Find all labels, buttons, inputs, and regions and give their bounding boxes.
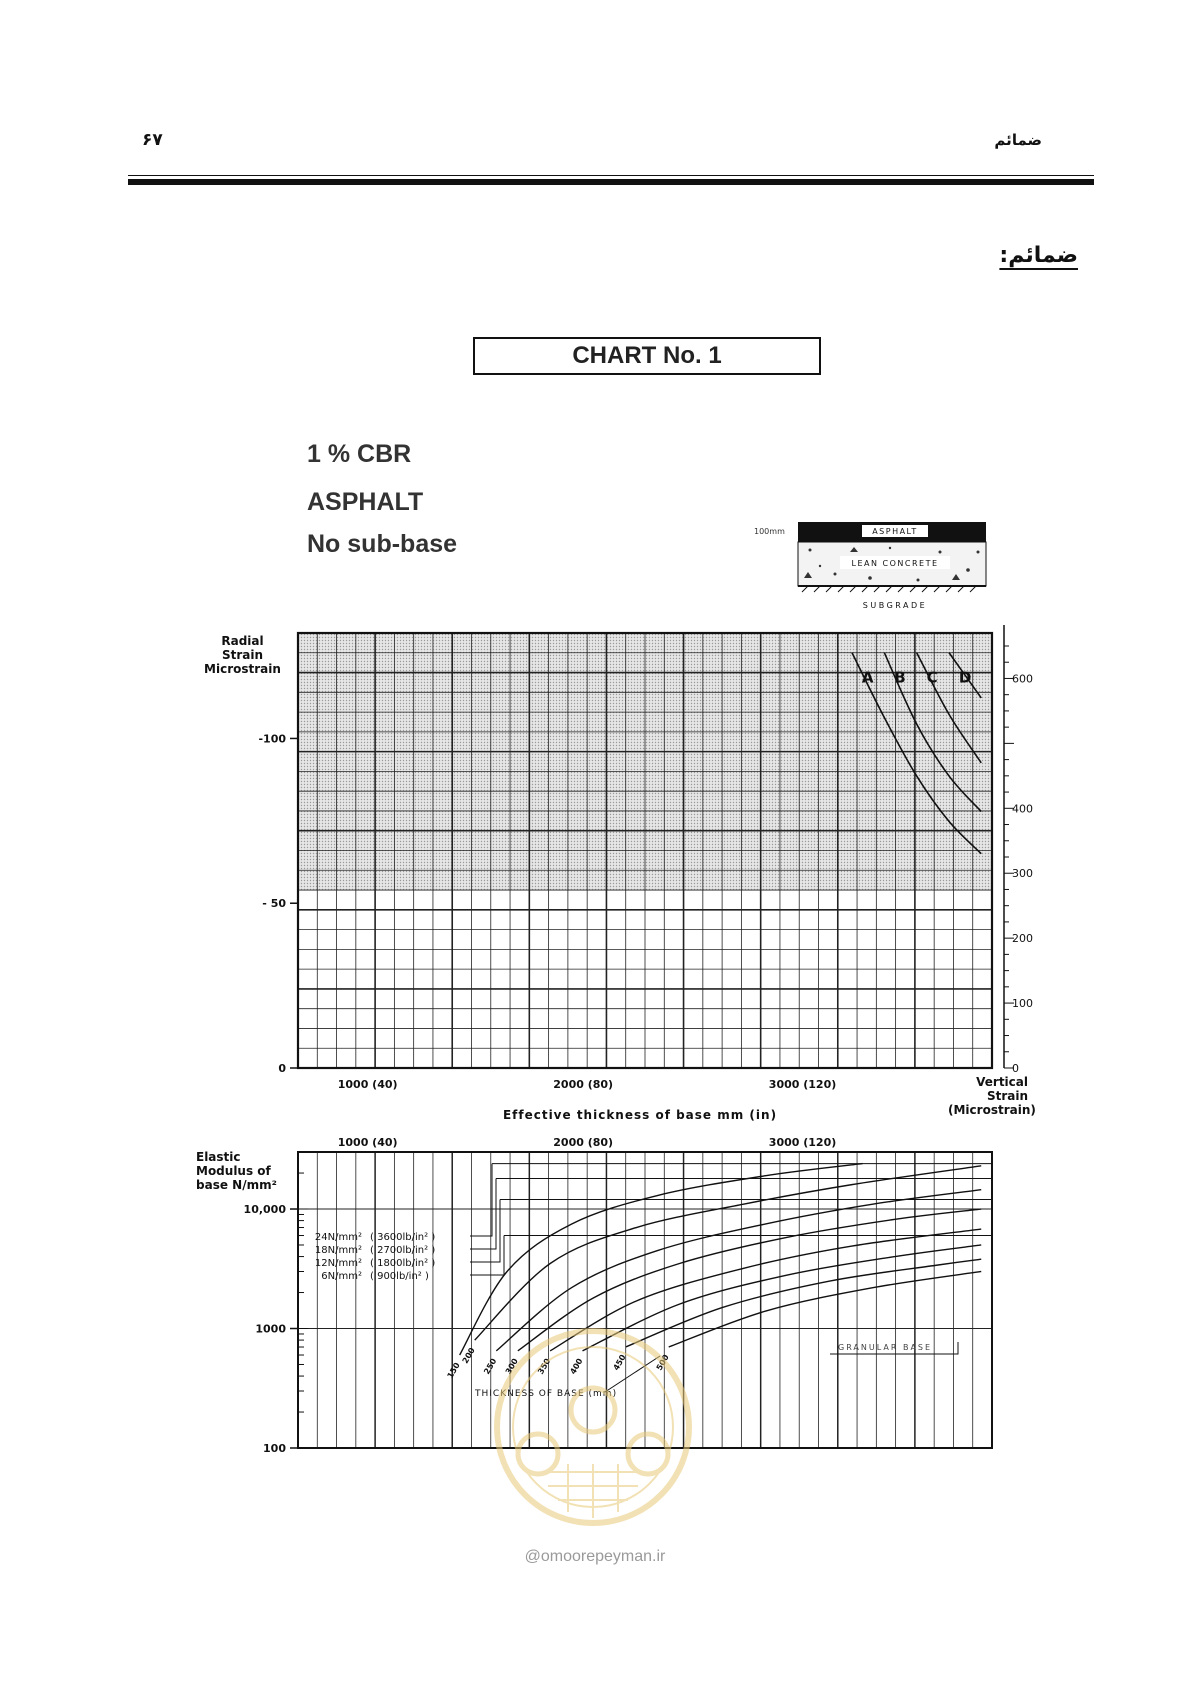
chart1-ytick-label: - 50	[262, 897, 286, 911]
chart1-y2tick-label: 200	[1012, 932, 1033, 946]
chart2-xtick-label: 2000 (80)	[553, 1136, 614, 1149]
chart2-ytick-label: 10,000	[243, 1203, 286, 1217]
chart2-thickness-label: 400	[568, 1356, 585, 1376]
lean-concrete-layer-label: LEAN CONCRETE	[851, 559, 939, 568]
chart1-xlabel: Effective thickness of base mm (in)	[502, 1108, 778, 1122]
chart2-xtick-label: 3000 (120)	[768, 1136, 837, 1149]
chart-title-box: CHART No. 1	[473, 337, 821, 375]
chart1-y2tick-label: 300	[1012, 867, 1033, 881]
watermark-text: @omoorepeyman.ir	[524, 1548, 666, 1565]
page-number: ۶۷	[142, 130, 163, 150]
chart2-reference-label: 24N/mm²	[314, 1232, 362, 1243]
chart2-reference-leader	[470, 1236, 504, 1275]
chart2-reference-imperial: ( 1800lb/in² )	[370, 1258, 436, 1269]
chart1-series-label-a: A	[861, 668, 874, 687]
chart1-series-label-d: D	[958, 668, 972, 687]
chart2-ytick-label: 1000	[255, 1322, 286, 1336]
chart1-ytick-label: -100	[258, 732, 286, 746]
chart1-y2tick-label: 100	[1012, 997, 1033, 1011]
chart2-xlabel: THICKNESS OF BASE (mm)	[475, 1389, 618, 1399]
chart1-xtick-label: 2000 (80)	[553, 1078, 614, 1091]
chart1-xtick-label: 1000 (40)	[337, 1078, 398, 1091]
chart2-xtick-label: 1000 (40)	[337, 1136, 398, 1149]
header-section-label: ضمائم	[994, 131, 1042, 149]
watermark-seal	[488, 1322, 698, 1532]
chart2-reference-imperial: ( 2700lb/in² )	[370, 1245, 436, 1256]
spec-material: ASPHALT	[307, 488, 424, 516]
chart1-ylabel: Radial Strain Microstrain	[204, 634, 281, 676]
chart1-series-label-c: C	[926, 668, 938, 687]
spec-cbr: 1 % CBR	[307, 440, 412, 468]
section-title: ضمائم:	[999, 243, 1078, 268]
chart1-y2tick-label: 0	[1012, 1062, 1019, 1075]
chart1-xtick-label: 3000 (120)	[768, 1078, 837, 1091]
chart1-y2tick-label: 400	[1012, 802, 1033, 816]
chart2-granular-base-label: GRANULAR BASE	[838, 1343, 933, 1352]
subgrade-layer-label: SUBGRADE	[862, 601, 928, 610]
chart2-reference-imperial: ( 3600lb/in² )	[370, 1232, 436, 1243]
chart2-thickness-label: 450	[611, 1353, 628, 1373]
chart1-y2tick-label: 600	[1012, 672, 1033, 686]
chart1-strain	[258, 625, 1033, 1091]
chart1-ytick-label: 0	[278, 1062, 286, 1075]
chart2-thickness-label: 200	[460, 1346, 477, 1366]
spec-subbase: No sub-base	[307, 530, 458, 558]
chart2-ytick-label: 100	[263, 1442, 286, 1455]
chart2-thickness-label: 350	[536, 1356, 553, 1376]
chart2-thickness-label: 150	[445, 1361, 462, 1381]
chart2-reference-label: 6N/mm²	[321, 1271, 362, 1282]
chart2-ylabel: Elastic Modulus of base N/mm²	[196, 1150, 277, 1192]
chart2-thickness-label: 250	[482, 1356, 499, 1376]
chart1-series-label-b: B	[894, 668, 906, 687]
chart2-reference-label: 18N/mm²	[314, 1245, 362, 1256]
chart2-thickness-label: 500	[654, 1353, 671, 1373]
cross-section-thickness-label: 100mm	[754, 527, 785, 536]
chart2-thickness-label: 300	[503, 1356, 520, 1376]
asphalt-layer-label: ASPHALT	[872, 527, 918, 536]
chart1-y2label: Vertical Strain (Microstrain)	[948, 1075, 1036, 1117]
chart2-reference-leader	[470, 1164, 492, 1236]
chart2-reference-imperial: ( 900lb/in² )	[370, 1271, 429, 1282]
chart2-reference-label: 12N/mm²	[314, 1258, 362, 1269]
chart2-series-200	[475, 1166, 981, 1340]
